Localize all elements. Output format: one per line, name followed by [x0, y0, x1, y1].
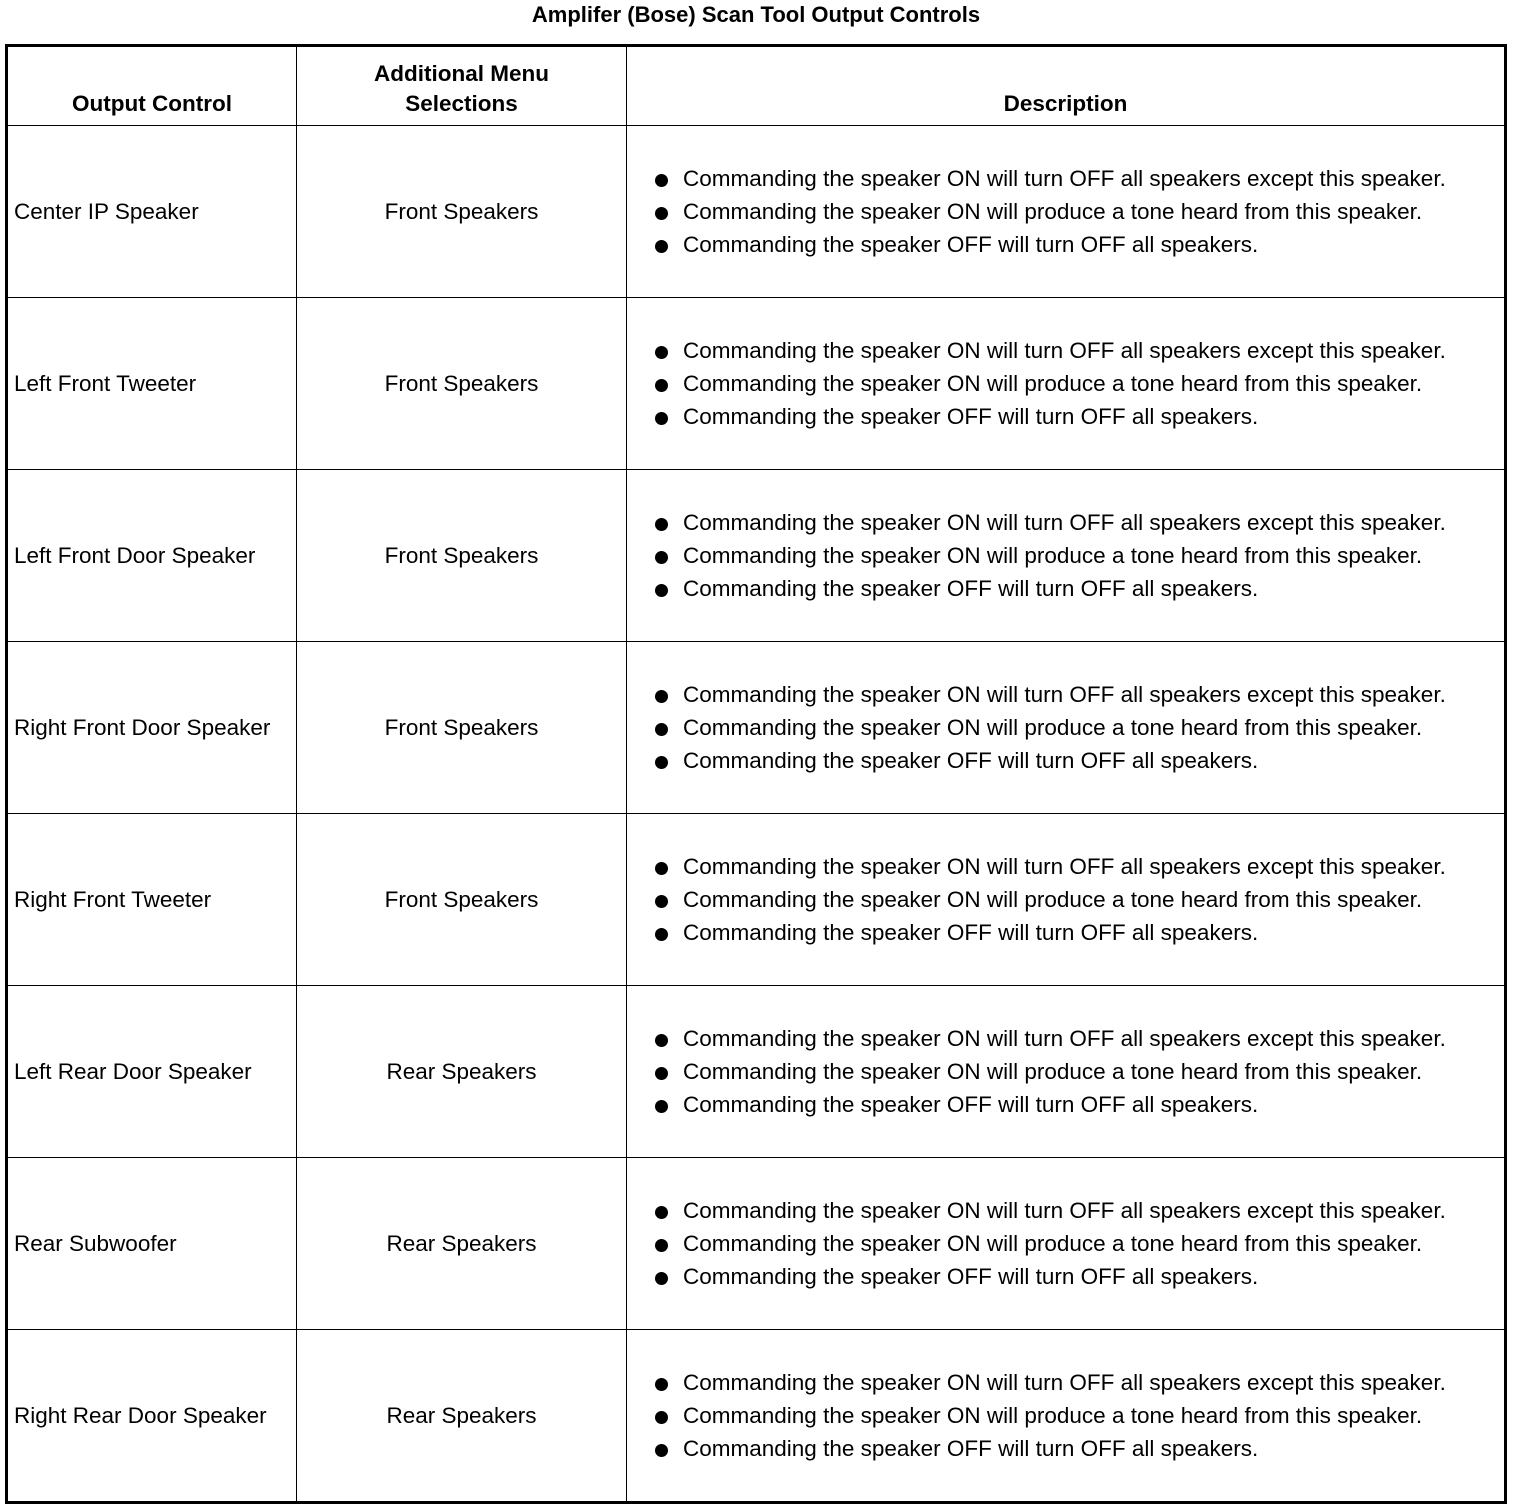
- header-description: Description: [627, 46, 1506, 126]
- description-text: Commanding the speaker ON will turn OFF all speakers except this speaker.: [683, 338, 1446, 363]
- description-text: Commanding the speaker ON will turn OFF all speakers except this speaker.: [683, 1370, 1446, 1395]
- document-title: Amplifer (Bose) Scan Tool Output Controls: [531, 2, 981, 27]
- header-additional-menu-label: Additional Menu Selections: [374, 61, 549, 116]
- table-row: [7, 1158, 1506, 1330]
- description-list: [655, 852, 1504, 948]
- description-text: Commanding the speaker ON will produce a tone heard from this speaker.: [683, 371, 1423, 396]
- bullet-icon: [655, 584, 668, 597]
- bullet-icon: [655, 1444, 668, 1457]
- description-list: [655, 1196, 1504, 1292]
- bullet-icon: [655, 1272, 668, 1285]
- description-item: [655, 1262, 1453, 1292]
- description-item: [655, 885, 1453, 915]
- header-additional-menu: [297, 46, 627, 126]
- description-text: Commanding the speaker ON will turn OFF all speakers except this speaker.: [683, 510, 1446, 535]
- description-text: Commanding the speaker ON will turn OFF all speakers except this speaker.: [683, 682, 1446, 707]
- description-text: Commanding the speaker OFF will turn OFF all speakers.: [683, 404, 1259, 429]
- bullet-icon: [655, 346, 668, 359]
- bullet-icon: [655, 551, 668, 564]
- bullet-icon: [655, 1034, 668, 1047]
- description-item: [655, 1229, 1453, 1259]
- description-item: [655, 852, 1453, 882]
- description-text: Commanding the speaker ON will produce a tone heard from this speaker.: [683, 1059, 1423, 1084]
- table-header-row: [7, 46, 1506, 126]
- description-item: [655, 680, 1453, 710]
- description-cell: [627, 814, 1506, 986]
- description-list: [655, 336, 1504, 432]
- description-item: [655, 574, 1453, 604]
- description-item: [655, 1090, 1453, 1120]
- description-item: [655, 1434, 1453, 1464]
- output-controls-table: [5, 44, 1507, 1504]
- description-cell: [627, 1330, 1506, 1503]
- table-body: [7, 126, 1506, 1503]
- description-text: Commanding the speaker ON will turn OFF all speakers except this speaker.: [683, 854, 1446, 879]
- output-control-cell: Left Rear Door Speaker: [7, 986, 297, 1158]
- description-list: [655, 508, 1504, 604]
- description-item: [655, 197, 1453, 227]
- menu-selection-cell: Front Speakers: [297, 642, 627, 814]
- bullet-icon: [655, 862, 668, 875]
- menu-selection-cell: Front Speakers: [297, 298, 627, 470]
- description-text: Commanding the speaker ON will produce a tone heard from this speaker.: [683, 1403, 1423, 1428]
- description-cell: [627, 470, 1506, 642]
- bullet-icon: [655, 1067, 668, 1080]
- bullet-icon: [655, 240, 668, 253]
- description-item: [655, 1196, 1453, 1226]
- bullet-icon: [655, 1100, 668, 1113]
- description-item: [655, 336, 1453, 366]
- menu-selection-cell: Front Speakers: [297, 470, 627, 642]
- table-row: [7, 298, 1506, 470]
- table-row: [7, 814, 1506, 986]
- menu-selection-cell: Front Speakers: [297, 126, 627, 298]
- description-list: [655, 1024, 1504, 1120]
- bullet-icon: [655, 1206, 668, 1219]
- bullet-icon: [655, 928, 668, 941]
- description-cell: [627, 642, 1506, 814]
- bullet-icon: [655, 895, 668, 908]
- menu-selection-cell: Front Speakers: [297, 814, 627, 986]
- description-text: Commanding the speaker ON will produce a tone heard from this speaker.: [683, 887, 1423, 912]
- description-text: Commanding the speaker ON will produce a tone heard from this speaker.: [683, 543, 1423, 568]
- bullet-icon: [655, 1411, 668, 1424]
- description-text: Commanding the speaker ON will turn OFF all speakers except this speaker.: [683, 1198, 1446, 1223]
- description-text: Commanding the speaker ON will produce a tone heard from this speaker.: [683, 715, 1423, 740]
- output-control-cell: Left Front Tweeter: [7, 298, 297, 470]
- description-cell: [627, 1158, 1506, 1330]
- description-item: [655, 402, 1453, 432]
- output-control-cell: Right Front Door Speaker: [7, 642, 297, 814]
- description-text: Commanding the speaker ON will produce a tone heard from this speaker.: [683, 1231, 1423, 1256]
- table-row: [7, 126, 1506, 298]
- description-item: [655, 1057, 1453, 1087]
- menu-selection-cell: Rear Speakers: [297, 1330, 627, 1503]
- table-row: [7, 986, 1506, 1158]
- description-item: [655, 541, 1453, 571]
- description-text: Commanding the speaker ON will turn OFF all speakers except this speaker.: [683, 1026, 1446, 1051]
- description-text: Commanding the speaker OFF will turn OFF all speakers.: [683, 1436, 1259, 1461]
- bullet-icon: [655, 756, 668, 769]
- bullet-icon: [655, 174, 668, 187]
- description-text: Commanding the speaker OFF will turn OFF all speakers.: [683, 232, 1259, 257]
- description-text: Commanding the speaker ON will produce a tone heard from this speaker.: [683, 199, 1423, 224]
- table-row: [7, 470, 1506, 642]
- description-cell: [627, 298, 1506, 470]
- description-text: Commanding the speaker OFF will turn OFF all speakers.: [683, 920, 1259, 945]
- description-list: [655, 1368, 1504, 1464]
- header-output-control: Output Control: [7, 46, 297, 126]
- output-control-cell: Right Rear Door Speaker: [7, 1330, 297, 1503]
- description-cell: [627, 126, 1506, 298]
- description-text: Commanding the speaker ON will turn OFF all speakers except this speaker.: [683, 166, 1446, 191]
- bullet-icon: [655, 1378, 668, 1391]
- output-control-cell: Right Front Tweeter: [7, 814, 297, 986]
- description-item: [655, 746, 1453, 776]
- output-control-cell: Left Front Door Speaker: [7, 470, 297, 642]
- description-item: [655, 918, 1453, 948]
- description-text: Commanding the speaker OFF will turn OFF all speakers.: [683, 576, 1259, 601]
- menu-selection-cell: Rear Speakers: [297, 1158, 627, 1330]
- bullet-icon: [655, 412, 668, 425]
- description-list: [655, 680, 1504, 776]
- description-text: Commanding the speaker OFF will turn OFF all speakers.: [683, 1264, 1259, 1289]
- description-item: [655, 369, 1453, 399]
- table-row: [7, 1330, 1506, 1503]
- description-item: [655, 230, 1453, 260]
- bullet-icon: [655, 207, 668, 220]
- description-item: [655, 164, 1453, 194]
- description-item: [655, 713, 1453, 743]
- description-item: [655, 1401, 1453, 1431]
- bullet-icon: [655, 518, 668, 531]
- menu-selection-cell: Rear Speakers: [297, 986, 627, 1158]
- table-row: [7, 642, 1506, 814]
- bullet-icon: [655, 723, 668, 736]
- bullet-icon: [655, 1239, 668, 1252]
- output-control-cell: Rear Subwoofer: [7, 1158, 297, 1330]
- description-list: [655, 164, 1504, 260]
- description-item: [655, 1024, 1453, 1054]
- description-text: Commanding the speaker OFF will turn OFF all speakers.: [683, 748, 1259, 773]
- description-text: Commanding the speaker OFF will turn OFF all speakers.: [683, 1092, 1259, 1117]
- description-item: [655, 508, 1453, 538]
- description-cell: [627, 986, 1506, 1158]
- bullet-icon: [655, 690, 668, 703]
- description-item: [655, 1368, 1453, 1398]
- output-control-cell: Center IP Speaker: [7, 126, 297, 298]
- bullet-icon: [655, 379, 668, 392]
